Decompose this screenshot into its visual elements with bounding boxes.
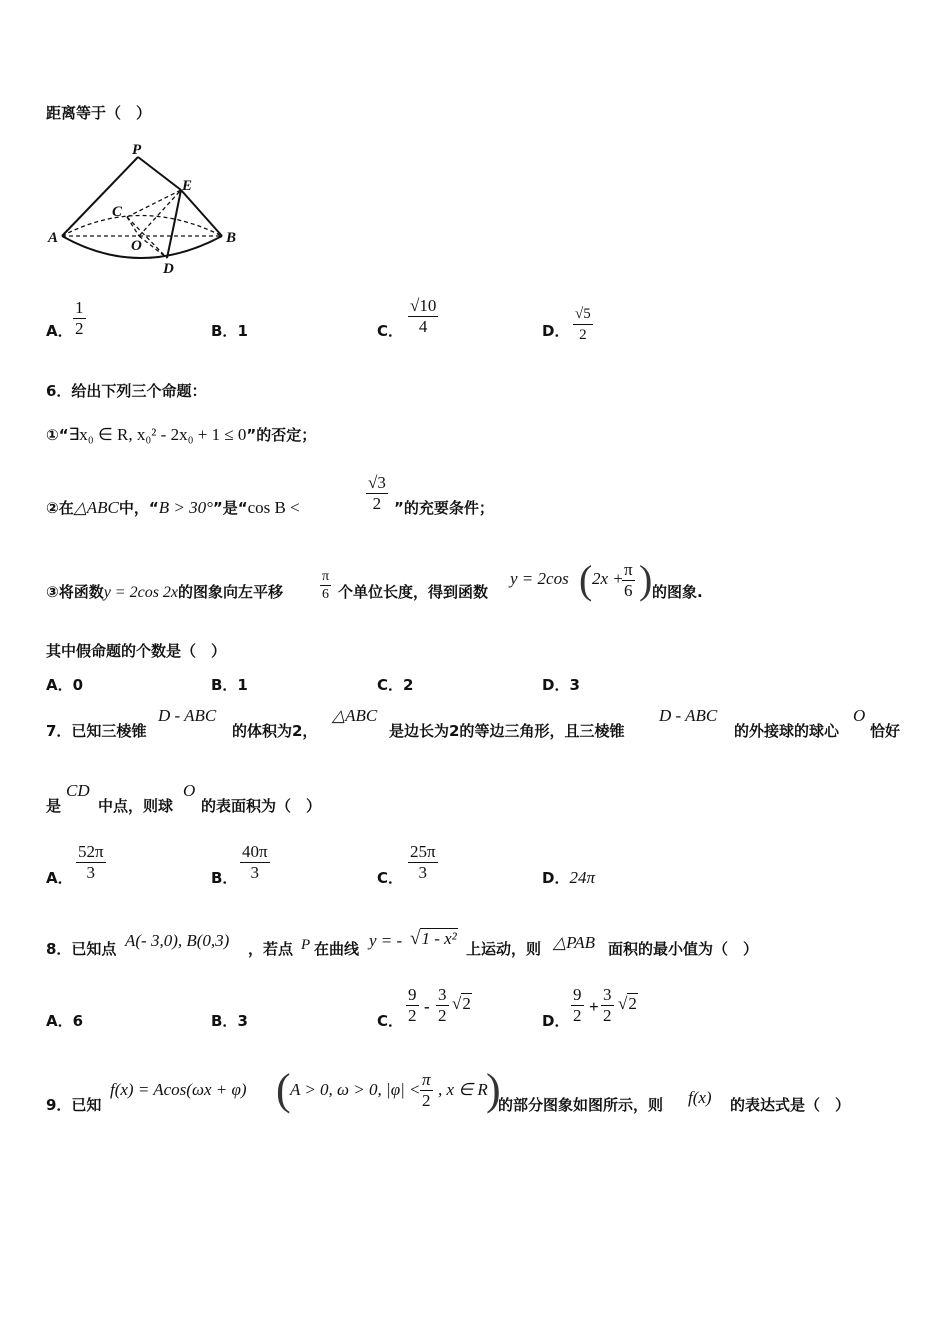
label-a: A [48, 230, 59, 246]
q7-math-1: D - ABC [158, 706, 217, 725]
q7-option-d: D．24π [542, 868, 595, 887]
q7-text-g: 中点，则球 [98, 797, 174, 815]
q9-function: f(x) = Acos(ωx + φ) [110, 1080, 247, 1099]
q7-text-h: 的表面积为（ ） [201, 797, 322, 815]
q7-math-5: CD [66, 781, 90, 800]
q6-heading: 6．给出下列三个命题： [46, 382, 207, 400]
q6-option-b: B．1 [211, 676, 248, 694]
q5-option-d-label: D． [542, 322, 570, 340]
q6-arg-frac: $\frac{\pi}{6}$ [624, 560, 633, 600]
q8-option-c-frac1: $\frac{9}{2}$ [408, 985, 417, 1025]
q9-text-a: 9．已知 [46, 1096, 102, 1114]
q8-text-a: 8．已知点 [46, 940, 117, 958]
q8-option-a: A．6 [46, 1012, 84, 1030]
q6-proposition-3-part3: 的图象. [652, 583, 703, 601]
label-c: C [112, 204, 123, 220]
q7-text-a: 7．已知三棱锥 [46, 722, 147, 740]
q6-proposition-2-part1: ②在△ABC中，“B > 30°”是“cos B < [46, 498, 300, 517]
q8-option-d-op: + [589, 997, 599, 1016]
base-front-arc [62, 236, 222, 258]
q7-text-b: 的体积为2， [232, 722, 318, 740]
segment-oe [139, 190, 181, 236]
q7-option-a-frac: $\frac{52\pi}{3}$ [78, 842, 104, 882]
q9-condition-2: , x ∈ R [438, 1080, 488, 1099]
q6-pi-over-6: $\frac{\pi}{6}$ [322, 569, 330, 602]
q8-option-c-sqrt: √2 [452, 994, 471, 1013]
q7-text-e: 恰好 [870, 722, 901, 740]
q8-curve-lhs: y = - [369, 931, 403, 950]
q6-option-d: D．3 [542, 676, 580, 694]
q7-option-c-label: C． [377, 869, 404, 887]
q8-triangle: △PAB [553, 933, 596, 952]
q8-option-c-frac2: $\frac{3}{2}$ [438, 985, 447, 1025]
q7-text-f: 是 [46, 797, 62, 815]
q6-option-c: C．2 [377, 676, 414, 694]
q9-text-b: 的部分图象如图所示，则 [498, 1096, 664, 1114]
q6-paren-close: ) [639, 557, 653, 602]
q7-math-4: O [853, 706, 866, 725]
segment-od [139, 236, 167, 258]
q9-fx: f(x) [688, 1088, 712, 1107]
label-p: P [132, 142, 142, 158]
q8-point-p: P [301, 937, 311, 953]
q7-math-6: O [183, 781, 196, 800]
q5-tail-text: 距离等于（ ） [46, 104, 152, 122]
q8-option-d-frac1: $\frac{9}{2}$ [573, 985, 582, 1025]
q8-curve-sqrt: √1 - x² [410, 928, 457, 949]
q6-target-function: y = 2cos [510, 569, 569, 588]
q8-option-d-frac2: $\frac{3}{2}$ [603, 985, 612, 1025]
q7-math-2: △ABC [332, 706, 378, 725]
q6-question: 其中假命题的个数是（ ） [46, 642, 227, 660]
q5-option-c-frac: $\frac{√10}{4}$ [410, 296, 437, 336]
edge-eb [181, 190, 222, 236]
q9-condition-1: A > 0, ω > 0, |φ| < [290, 1080, 421, 1099]
edge-ed [167, 190, 181, 258]
q9-pi-over-2: $\frac{\pi}{2}$ [422, 1070, 431, 1110]
edge-pe [138, 157, 181, 190]
label-d: D [163, 261, 174, 277]
q8-points: A(- 3,0), B(0,3) [125, 931, 230, 950]
q6-paren-open: ( [579, 557, 593, 602]
q6-proposition-3-part2: 个单位长度，得到函数 [338, 583, 489, 601]
segment-ce [127, 190, 181, 217]
edge-pa [62, 157, 138, 236]
q5-option-c-label: C． [377, 322, 404, 340]
q6-arg: 2x + [592, 569, 624, 588]
q6-proposition-1: ①“∃x₀ ∈ R, x₀² - 2x₀ + 1 ≤ 0”的否定； [46, 425, 317, 444]
q7-option-b-label: B． [211, 869, 238, 887]
q8-option-d-label: D． [542, 1012, 570, 1030]
q5-option-b: B．1 [211, 322, 248, 340]
q6-option-a: A．0 [46, 676, 84, 694]
q6-proposition-2-part2: ”的充要条件； [394, 499, 494, 517]
q5-option-a-label: A． [46, 322, 73, 340]
q7-option-b-frac: $\frac{40\pi}{3}$ [242, 842, 268, 882]
q8-option-b: B．3 [211, 1012, 248, 1030]
q8-option-d-sqrt: √2 [618, 994, 637, 1013]
q9-text-c: 的表达式是（ ） [730, 1096, 851, 1114]
q8-text-d: 上运动，则 [466, 940, 542, 958]
q8-text-e: 面积的最小值为（ ） [608, 940, 759, 958]
q6-sqrt3-over-2: $\frac{√3}{2}$ [368, 473, 386, 513]
segment-co [127, 217, 139, 236]
q8-option-c-op: - [424, 997, 430, 1016]
q8-option-c-label: C． [377, 1012, 404, 1030]
q7-option-c-frac: $\frac{25\pi}{3}$ [410, 842, 436, 882]
q5-option-d-frac: $\frac{√5}{2}$ [575, 306, 591, 343]
label-e: E [182, 178, 193, 194]
q8-text-c: 在曲线 [314, 940, 360, 958]
q5-option-a-frac: $\frac{1}{2}$ [75, 298, 84, 338]
q8-text-b: ，若点 [248, 940, 294, 958]
q7-option-a-label: A． [46, 869, 73, 887]
q6-proposition-3-part1: ③将函数y = 2cos 2x的图象向左平移 [46, 583, 284, 601]
label-o: O [131, 238, 142, 254]
q9-paren-open: ( [276, 1065, 291, 1114]
q9-paren-close: ) [486, 1065, 501, 1114]
label-b: B [226, 230, 237, 246]
q7-math-3: D - ABC [659, 706, 718, 725]
cone-figure [40, 140, 250, 280]
q7-text-c: 是边长为2的等边三角形，且三棱锥 [389, 722, 625, 740]
q7-text-d: 的外接球的球心 [734, 722, 840, 740]
